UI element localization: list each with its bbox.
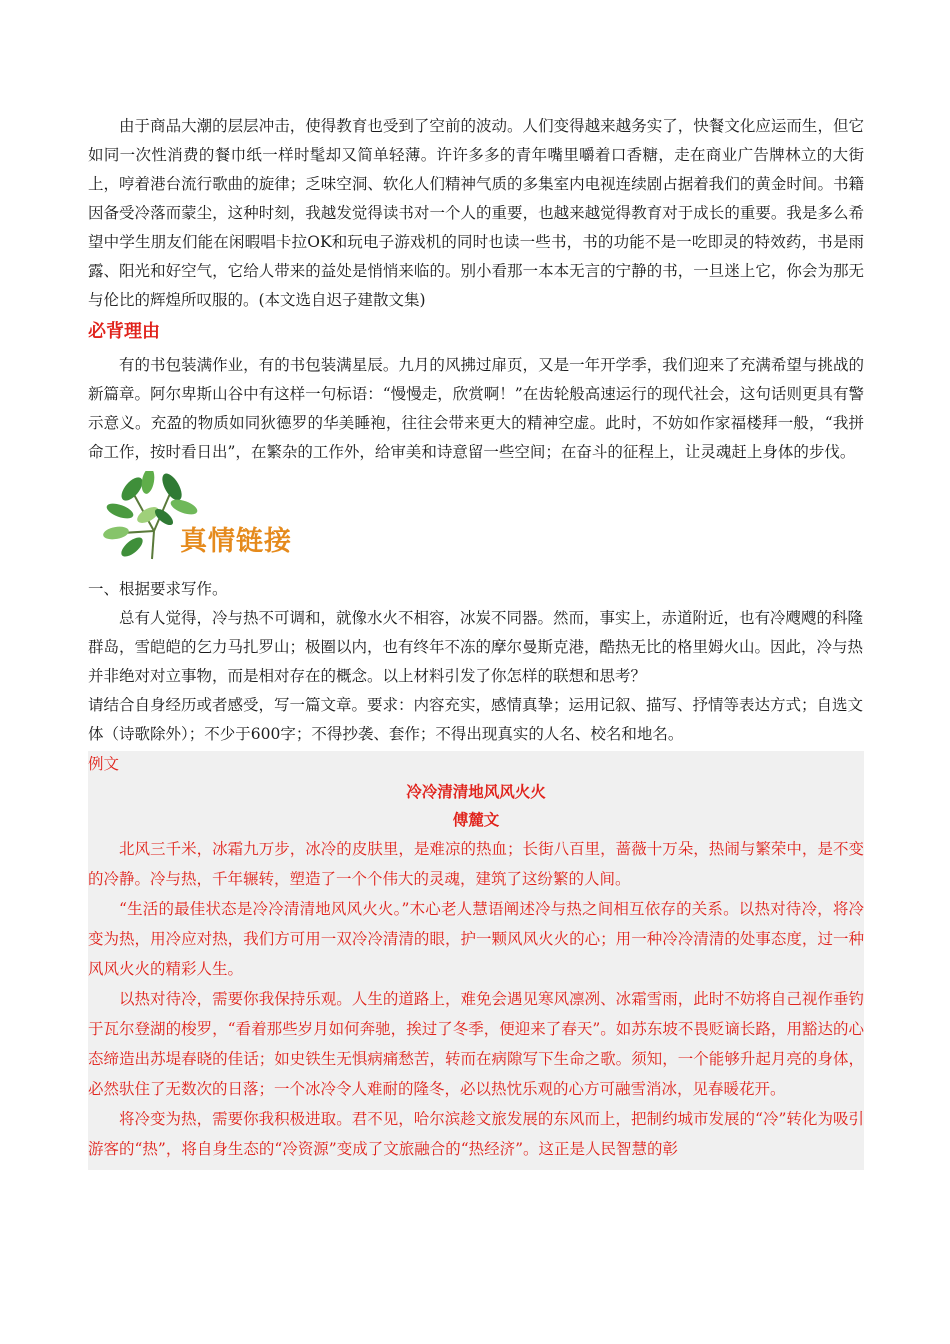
intro-paragraph: 由于商品大潮的层层冲击，使得教育也受到了空前的波动。人们变得越来越务实了，快餐文化应运而生，但它如同一次性消费的餐巾纸一样时髦却又简单轻薄。许许多多的青年嘴里嚼着口香糖，走在商业广告牌林立的大街上，哼着港台流行歌曲的旋律；乏味空洞、软化人们精神气质的多集室内电视连续剧占据着我们的黄金时间。书籍因备受冷落而蒙尘，这种时刻，我越发觉得读书对一个人的重要，也越来越觉得教育对于成长的重要。我是多么希望中学生朋友们能在闲暇唱卡拉OK和玩电子游戏机的同时也读一些书，书的功能不是一吃即灵的特效药，书是雨露、阳光和好空气，它给人带来的益处是悄悄来临的。别小看那一本本无言的宁静的书，一旦迷上它，你会为那无与伦比的辉煌所叹服的。(本文选自迟子建散文集) <box>88 117 864 309</box>
essay-paragraph: 将冷变为热，需要你我积极进取。君不见，哈尔滨趁文旅发展的东风而上，把制约城市发展的“冷”转化为吸引游客的“热”，将自身生态的“冷资源”变成了文旅融合的“热经济”。这正是人民智慧的彰 <box>88 1110 864 1158</box>
example-essay <box>88 751 864 1170</box>
section-banner <box>88 471 864 575</box>
task-material: 总有人觉得，冷与热不可调和，就像水火不相容，冰炭不同器。然而，事实上，赤道附近，也有冷飕飕的科隆群岛，雪皑皑的乞力马扎罗山；极圈以内，也有终年不冻的摩尔曼斯克港，酷热无比的格里姆火山。因此，冷与热并非绝对对立事物，而是相对存在的概念。以上材料引发了你怎样的联想和思考？ <box>88 609 864 685</box>
essay-paragraph: 北风三千米，冰霜九万步，冰冷的皮肤里，是难凉的热血；长街八百里，蔷薇十万朵，热闹与繁荣中，是不变的冷静。冷与热，千年辗转，塑造了一个个伟大的灵魂，建筑了这纷繁的人间。 <box>88 840 864 888</box>
example-label: 例文 <box>88 755 120 773</box>
task-requirements: 请结合自身经历或者感受，写一篇文章。要求：内容充实，感情真挚；运用记叙、描写、抒情等表达方式；自选文体（诗歌除外）；不少于600字；不得抄袭、套作；不得出现真实的人名、校名和地名。 <box>88 696 864 743</box>
task-intro: 一、根据要求写作。 <box>88 580 228 598</box>
essay-author: 傅麓文 <box>452 811 500 829</box>
reason-heading: 必背理由 <box>88 321 160 342</box>
essay-paragraph: “生活的最佳状态是冷冷清清地风风火火。”木心老人慧语阐述冷与热之间相互依存的关系。以热对待冷，将冷变为热，用冷应对热，我们方可用一双冷冷清清的眼，护一颗风风火火的心；用一种冷冷清清的处事态度，过一种风风火火的精彩人生。 <box>88 900 864 978</box>
essay-title: 冷冷清清地风风火火 <box>406 783 546 801</box>
essay-paragraph: 以热对待冷，需要你我保持乐观。人生的道路上，难免会遇见寒风凛冽、冰霜雪雨，此时不妨将自己视作垂钓于瓦尔登湖的梭罗，“看着那些岁月如何奔驰，挨过了冬季，便迎来了春天”。如苏东坡不畏贬谪长路，用豁达的心态缔造出苏堤春晓的佳话；如史铁生无惧病痛愁苦，转而在病隙写下生命之歌。须知，一个能够升起月亮的身体，必然驮住了无数次的日落；一个冰冷令人难耐的隆冬，必以热忱乐观的心方可融雪消冰，见春暖花开。 <box>88 990 864 1098</box>
reason-paragraph: 有的书包装满作业，有的书包装满星辰。九月的风拂过扉页，又是一年开学季，我们迎来了充满希望与挑战的新篇章。阿尔卑斯山谷中有这样一句标语：“慢慢走，欣赏啊！”在齿轮般高速运行的现代社会，这句话则更具有警示意义。充盈的物质如同狄德罗的华美睡袍，往往会带来更大的精神空虚。此时，不妨如作家福楼拜一般，“我拼命工作，按时看日出”，在繁杂的工作外，给审美和诗意留一些空间；在奋斗的征程上，让灵魂赶上身体的步伐。 <box>88 356 864 461</box>
section-title: 真情链接 <box>180 526 292 557</box>
document-page <box>88 112 864 1170</box>
